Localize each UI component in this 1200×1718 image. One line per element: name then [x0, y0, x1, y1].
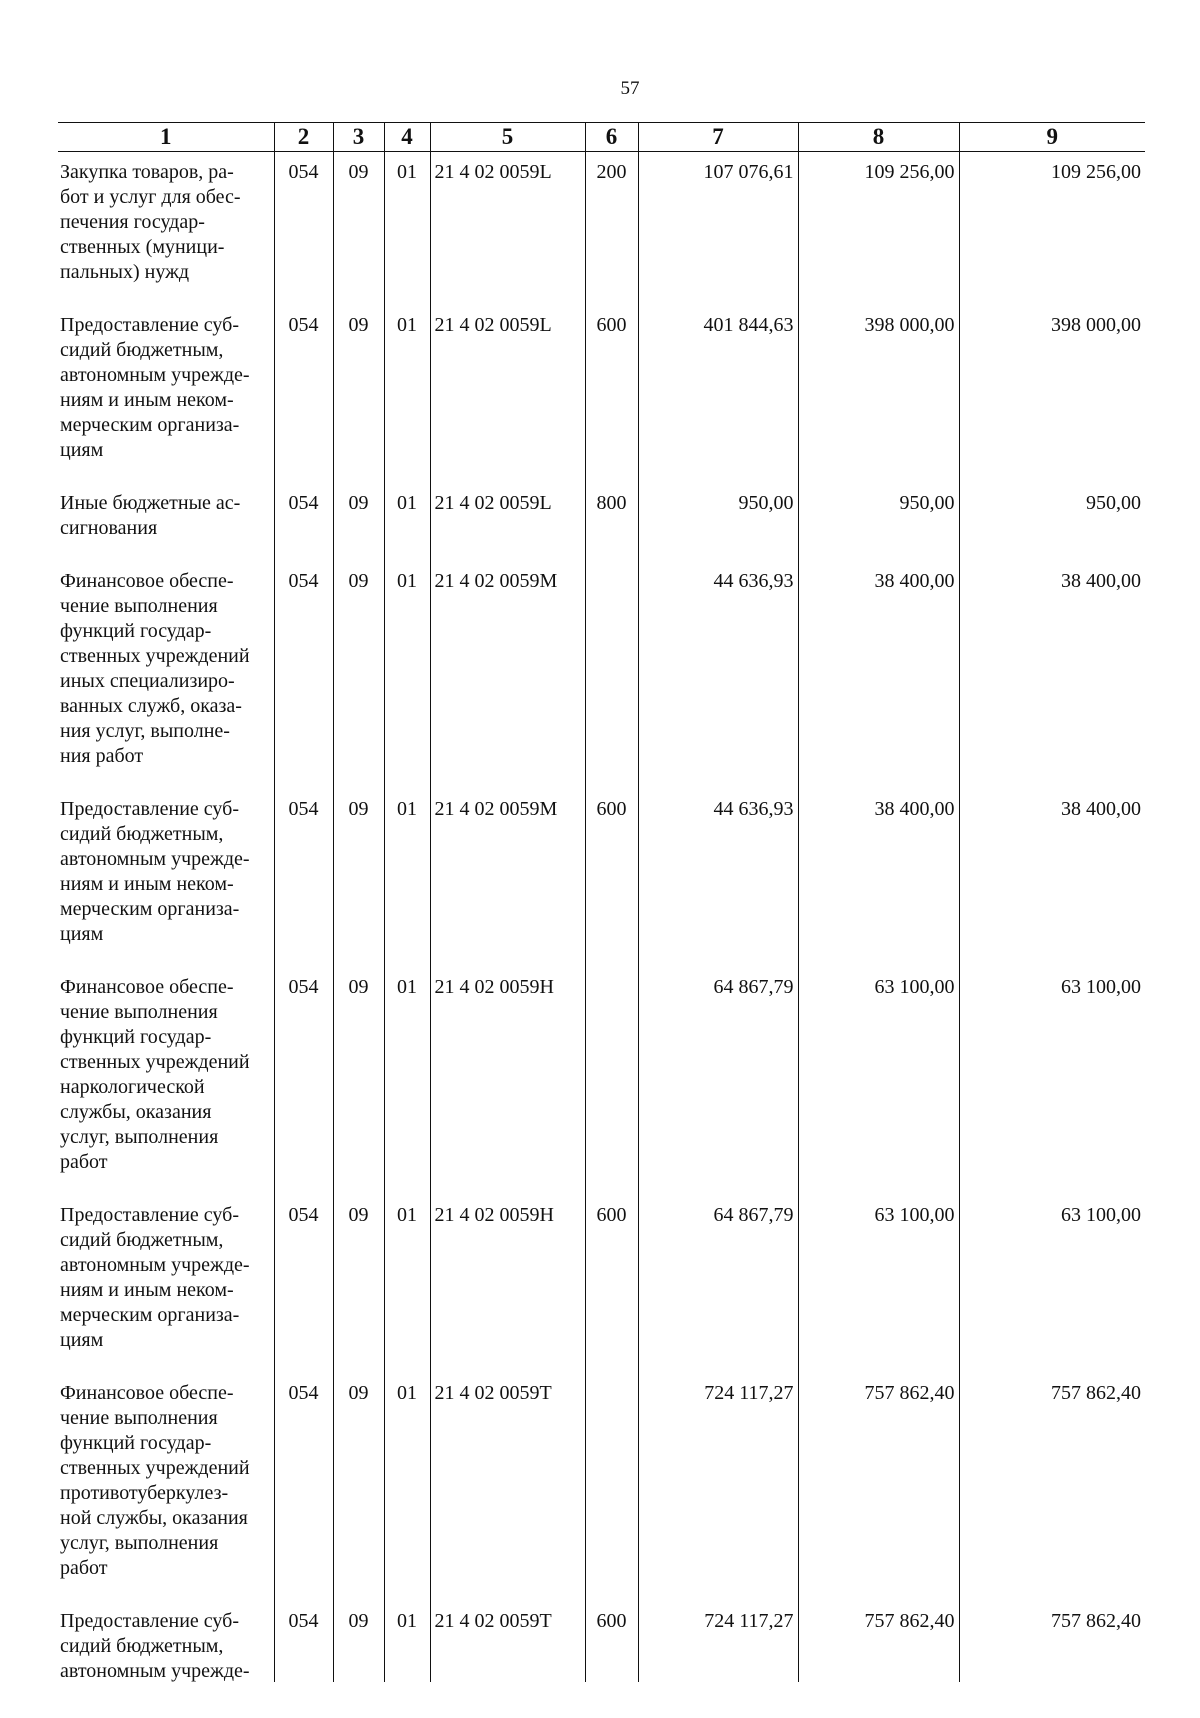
column-header: 6	[585, 123, 638, 152]
cell-amount-col8: 63 100,00	[798, 967, 959, 1195]
cell-amount-col8: 109 256,00	[798, 152, 959, 306]
cell-amount-col9: 63 100,00	[959, 967, 1145, 1195]
table-row	[58, 789, 1145, 967]
cell-amount-col9: 398 000,00	[959, 305, 1145, 483]
cell-amount-col9: 63 100,00	[959, 1195, 1145, 1373]
row-description: Предоставление суб- сидий бюджетным, автономным учрежде- ниям и иным неком- мерческим организа- циям	[60, 798, 250, 945]
cell-amount-col8: 398 000,00	[798, 305, 959, 483]
cell-section: 09	[333, 1195, 384, 1373]
cell-amount-col7: 44 636,93	[638, 789, 798, 967]
cell-admin-code: 054	[274, 789, 333, 967]
cell-amount-col7: 107 076,61	[638, 152, 798, 306]
cell-amount-col8: 63 100,00	[798, 1195, 959, 1373]
cell-amount-col9: 950,00	[959, 483, 1145, 561]
cell-section: 09	[333, 967, 384, 1195]
cell-expense-type: 800	[585, 483, 638, 561]
page-number: 57	[620, 78, 640, 99]
cell-amount-col7: 401 844,63	[638, 305, 798, 483]
cell-section: 09	[333, 305, 384, 483]
cell-subsection: 01	[384, 789, 430, 967]
row-description: Закупка товаров, ра- бот и услуг для обес- печения государ- ственных (муници- пальных) нужд	[60, 161, 241, 283]
cell-amount-col7: 64 867,79	[638, 1195, 798, 1373]
cell-target-article: 21 4 02 0059H	[430, 1195, 585, 1373]
cell-amount-col8: 757 862,40	[798, 1373, 959, 1601]
cell-admin-code: 054	[274, 1195, 333, 1373]
cell-amount-col7: 724 117,27	[638, 1373, 798, 1601]
cell-subsection: 01	[384, 1195, 430, 1373]
cell-expense-type	[585, 1373, 638, 1601]
cell-amount-col8: 757 862,40	[798, 1601, 959, 1682]
cell-section: 09	[333, 1601, 384, 1682]
cell-amount-col7: 64 867,79	[638, 967, 798, 1195]
column-header: 7	[638, 123, 798, 152]
cell-admin-code: 054	[274, 1601, 333, 1682]
table-row	[58, 152, 1145, 306]
cell-subsection: 01	[384, 483, 430, 561]
row-description: Предоставление суб- сидий бюджетным, автономным учрежде-	[60, 1610, 250, 1682]
column-header: 5	[430, 123, 585, 152]
cell-amount-col7: 724 117,27	[638, 1601, 798, 1682]
row-description: Предоставление суб- сидий бюджетным, автономным учрежде- ниям и иным неком- мерческим организа- циям	[60, 1204, 250, 1351]
cell-amount-col7: 950,00	[638, 483, 798, 561]
cell-target-article: 21 4 02 0059M	[430, 561, 585, 789]
table-row	[58, 1601, 1145, 1682]
cell-amount-col7: 44 636,93	[638, 561, 798, 789]
table-row	[58, 483, 1145, 561]
column-header: 3	[333, 123, 384, 152]
cell-admin-code: 054	[274, 1373, 333, 1601]
cell-subsection: 01	[384, 1373, 430, 1601]
table-row	[58, 1373, 1145, 1601]
row-description: Финансовое обеспе- чение выполнения функций государ- ственных учреждений иных специализиро- ванных служб, оказа- ния услуг, выполне- ния работ	[60, 570, 250, 767]
row-description: Иные бюджетные ас- сигнования	[60, 492, 241, 539]
cell-expense-type: 600	[585, 1195, 638, 1373]
cell-section: 09	[333, 152, 384, 306]
cell-expense-type: 600	[585, 1601, 638, 1682]
budget-table	[58, 122, 1145, 1682]
row-description: Финансовое обеспе- чение выполнения функций государ- ственных учреждений наркологической службы, оказания услуг, выполнения работ	[60, 976, 250, 1173]
cell-amount-col9: 109 256,00	[959, 152, 1145, 306]
cell-admin-code: 054	[274, 305, 333, 483]
cell-subsection: 01	[384, 1601, 430, 1682]
cell-subsection: 01	[384, 967, 430, 1195]
column-header: 4	[384, 123, 430, 152]
cell-amount-col8: 38 400,00	[798, 789, 959, 967]
row-description: Предоставление суб- сидий бюджетным, автономным учрежде- ниям и иным неком- мерческим организа- циям	[60, 314, 250, 461]
row-description: Финансовое обеспе- чение выполнения функций государ- ственных учреждений противотуберкулез- ной службы, оказания услуг, выполнения работ	[60, 1382, 250, 1579]
cell-amount-col9: 38 400,00	[959, 561, 1145, 789]
header-row	[58, 123, 1145, 152]
cell-amount-col8: 38 400,00	[798, 561, 959, 789]
budget-table-container	[58, 122, 1145, 1682]
cell-target-article: 21 4 02 0059L	[430, 152, 585, 306]
cell-expense-type: 600	[585, 789, 638, 967]
cell-target-article: 21 4 02 0059T	[430, 1373, 585, 1601]
table-row	[58, 1195, 1145, 1373]
cell-admin-code: 054	[274, 483, 333, 561]
cell-target-article: 21 4 02 0059T	[430, 1601, 585, 1682]
table-row	[58, 305, 1145, 483]
cell-expense-type	[585, 967, 638, 1195]
cell-target-article: 21 4 02 0059L	[430, 305, 585, 483]
table-row	[58, 967, 1145, 1195]
cell-section: 09	[333, 789, 384, 967]
cell-admin-code: 054	[274, 152, 333, 306]
cell-admin-code: 054	[274, 561, 333, 789]
cell-expense-type: 600	[585, 305, 638, 483]
table-body	[58, 152, 1145, 1683]
column-header: 2	[274, 123, 333, 152]
column-header: 9	[959, 123, 1145, 152]
cell-section: 09	[333, 1373, 384, 1601]
cell-expense-type	[585, 561, 638, 789]
cell-section: 09	[333, 483, 384, 561]
cell-amount-col8: 950,00	[798, 483, 959, 561]
cell-expense-type: 200	[585, 152, 638, 306]
column-header: 8	[798, 123, 959, 152]
cell-target-article: 21 4 02 0059L	[430, 483, 585, 561]
column-header: 1	[58, 123, 274, 152]
cell-target-article: 21 4 02 0059M	[430, 789, 585, 967]
cell-subsection: 01	[384, 561, 430, 789]
cell-amount-col9: 757 862,40	[959, 1601, 1145, 1682]
cell-amount-col9: 757 862,40	[959, 1373, 1145, 1601]
cell-subsection: 01	[384, 305, 430, 483]
cell-subsection: 01	[384, 152, 430, 306]
cell-admin-code: 054	[274, 967, 333, 1195]
cell-section: 09	[333, 561, 384, 789]
cell-amount-col9: 38 400,00	[959, 789, 1145, 967]
cell-target-article: 21 4 02 0059H	[430, 967, 585, 1195]
table-row	[58, 561, 1145, 789]
